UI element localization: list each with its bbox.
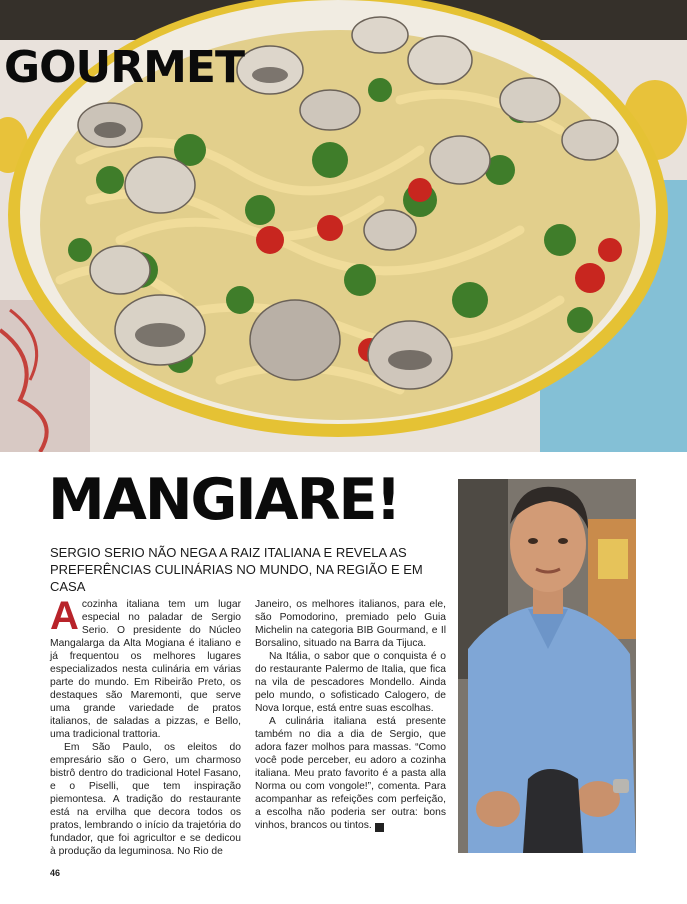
- paragraph: [50, 594, 241, 741]
- paragraph: Janeiro, os melhores italianos, para ele, são Pomodorino, premiado pelo Guia Michelin na categoria BIB Gourmand, e Il Borsalino, situado na Barra da Tijuca.: [255, 599, 446, 649]
- end-of-article-icon: r: [375, 823, 384, 832]
- man-portrait-illustration: [458, 479, 636, 853]
- paragraph-text: cozinha italiana tem um lugar especial no paladar de Sergio Serio. O presidente do Núcleo Mangalarga da Alta Mogiana é italiano e já frequentou os melhores lugares especializados nesta culinária em várias parte do mundo. Em Ribeirão Preto, os destaques são Maremonti, que serve uma grande variedade de pratos italianos, de saladas a pizzas, e Bello, uma tradicional trattoria.: [50, 599, 241, 740]
- section-title: GOURMET: [4, 42, 244, 93]
- paragraph: Na Itália, o sabor que o conquista é o do restaurante Palermo de Italia, que fica na vila de pescadores Mondello. Ainda pelo mundo, o sofisticado Calogero, de Nova Iorque, está entre suas escolhas.: [255, 651, 446, 714]
- portrait-photo: [458, 479, 636, 853]
- page-number: 46: [50, 868, 61, 878]
- article-column-2: [255, 598, 446, 832]
- paragraph-text: A culinária italiana está presente também no dia a dia de Sergio, que adora fazer molhos para massas. “Como você pode perceber, eu adoro a cozinha italiana. Meu prato favorito é a pasta alla Norma ou com vongole!”, comenta. Para acompanhar as refeições com perfeição, a escolha não poderia ser outra: bons vinhos, brancos ou tintos.: [255, 716, 446, 831]
- article-headline: MANGIARE!: [48, 467, 400, 533]
- article-subhead: SERGIO SERIO NÃO NEGA A RAIZ ITALIANA E REVELA AS PREFERÊNCIAS CULINÁRIAS NO MUNDO, NA REGIÃO E EM CASA: [50, 545, 423, 594]
- paragraph: Em São Paulo, os eleitos do empresário são o Gero, um charmoso bistrô dentro do tradicional Hotel Fasano, e o Piselli, que tem inspiração piemontesa. A tradição do restaurante está na ervilha que decora todos os pratos, lembrando o início da trajetória do fundador, que foi agricultor e se dedicou à produção da leguminosa. No Rio de: [50, 742, 241, 857]
- drop-cap: A: [50, 594, 79, 638]
- article-column-1: [50, 594, 241, 858]
- paragraph: [255, 715, 446, 832]
